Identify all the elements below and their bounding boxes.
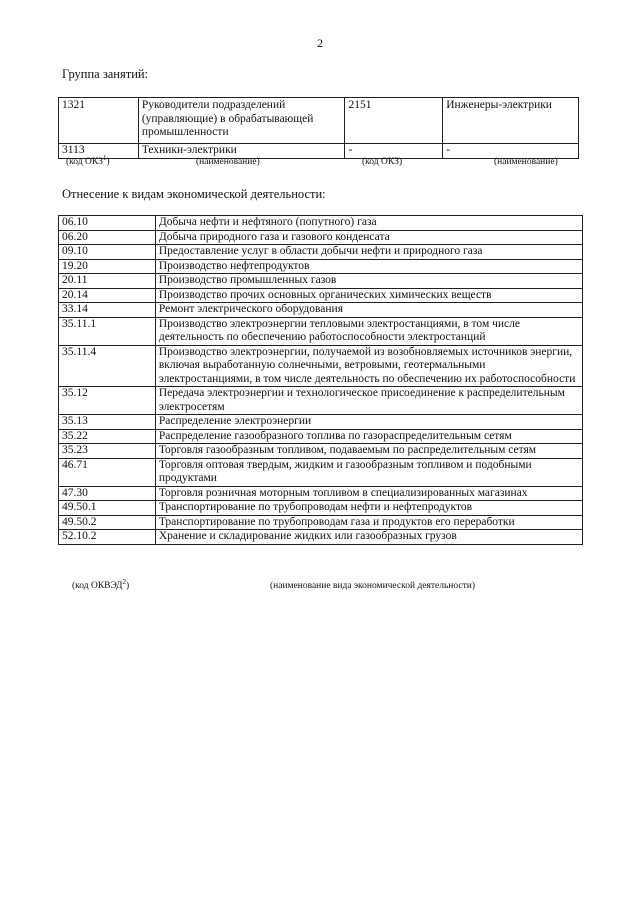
activity-name-cell: Добыча нефти и нефтяного (попутного) газа	[155, 216, 582, 231]
okz-code-cell: 1321	[59, 98, 139, 144]
activity-name-cell: Распределение газообразного топлива по газораспределительным сетям	[155, 429, 582, 444]
activity-name-cell: Транспортирование по трубопроводам нефти и нефтепродуктов	[155, 501, 582, 516]
name-caption-2: (наименование)	[494, 157, 558, 167]
activity-name-caption: (наименование вида экономической деятельности)	[270, 581, 475, 591]
activity-name-cell: Торговля газообразным топливом, подаваемым по распределительным сетям	[155, 444, 582, 459]
table-row	[59, 387, 583, 415]
table-row	[59, 317, 583, 345]
activity-name-cell: Производство нефтепродуктов	[155, 259, 582, 274]
footnote-marker: 2	[122, 577, 126, 586]
okved-code-cell: 06.10	[59, 216, 156, 231]
economic-activities-table	[58, 215, 583, 545]
table-row	[59, 259, 583, 274]
economic-activities-heading: Отнесение к видам экономической деятельности:	[62, 187, 326, 201]
okved-code-cell: 35.22	[59, 429, 156, 444]
table-row	[59, 444, 583, 459]
table-row	[59, 98, 579, 144]
table-row	[59, 274, 583, 289]
occupation-group-table	[58, 97, 579, 159]
occupation-name-cell: -	[443, 144, 579, 159]
table-row	[59, 230, 583, 245]
table-row	[59, 345, 583, 387]
okz-code-cell: -	[345, 144, 443, 159]
okved-code-cell: 19.20	[59, 259, 156, 274]
activity-name-cell: Ремонт электрического оборудования	[155, 303, 582, 318]
table-row	[59, 144, 579, 159]
table-row	[59, 216, 583, 231]
okved-code-cell: 49.50.1	[59, 501, 156, 516]
table-row	[59, 501, 583, 516]
occupation-name-cell: Инженеры-электрики	[443, 98, 579, 144]
okved-code-cell: 33.14	[59, 303, 156, 318]
activity-name-cell: Транспортирование по трубопроводам газа и продуктов его переработки	[155, 515, 582, 530]
okved-code-cell: 20.14	[59, 288, 156, 303]
occupation-name-cell: Руководители подразделений (управляющие) в обрабатывающей промышленности	[138, 98, 345, 144]
okved-code-cell: 09.10	[59, 245, 156, 260]
okved-code-cell: 49.50.2	[59, 515, 156, 530]
activity-name-cell: Передача электроэнергии и технологическое присоединение к распределительным электросетям	[155, 387, 582, 415]
activity-name-cell: Производство прочих основных органических химических веществ	[155, 288, 582, 303]
table-row	[59, 245, 583, 260]
activity-name-cell: Торговля оптовая твердым, жидким и газообразным топливом и подобными продуктами	[155, 458, 582, 486]
okved-code-cell: 47.30	[59, 486, 156, 501]
occupation-group-heading: Группа занятий:	[62, 67, 149, 81]
table-row	[59, 415, 583, 430]
table-row	[59, 429, 583, 444]
okved-code-cell: 35.23	[59, 444, 156, 459]
table-row	[59, 458, 583, 486]
okved-code-cell: 20.11	[59, 274, 156, 289]
okz-code-caption-2: (код ОКЗ)	[362, 157, 403, 167]
okved-code-caption: (код ОКВЭД$^2$)	[72, 577, 130, 591]
activity-name-cell: Производство промышленных газов	[155, 274, 582, 289]
activity-name-cell: Хранение и складирование жидких или газообразных грузов	[155, 530, 582, 545]
table-row	[59, 303, 583, 318]
okved-code-cell: 35.12	[59, 387, 156, 415]
okved-code-cell: 46.71	[59, 458, 156, 486]
activity-name-cell: Производство электроэнергии тепловыми электростанциями, в том числе деятельность по обеспечению работоспособности электростанций	[155, 317, 582, 345]
activity-name-cell: Распределение электроэнергии	[155, 415, 582, 430]
activity-name-cell: Торговля розничная моторным топливом в специализированных магазинах	[155, 486, 582, 501]
okved-code-cell: 35.11.4	[59, 345, 156, 387]
table-row	[59, 486, 583, 501]
page-number: 2	[317, 36, 323, 50]
table-row	[59, 288, 583, 303]
okz-code-caption: (код ОКЗ$^1$)	[66, 153, 110, 167]
activity-name-cell: Добыча природного газа и газового конденсата	[155, 230, 582, 245]
okved-code-cell: 35.13	[59, 415, 156, 430]
okved-code-cell: 06.20	[59, 230, 156, 245]
activity-name-cell: Производство электроэнергии, получаемой из возобновляемых источников энергии, включая выработанную солнечными, ветровыми, геотермальными электростанциями, в том числе деятельность по обеспечению их работоспособности	[155, 345, 582, 387]
table-row	[59, 530, 583, 545]
name-caption: (наименование)	[196, 157, 260, 167]
table-row	[59, 515, 583, 530]
footnote-marker: 1	[102, 153, 107, 162]
activity-name-cell: Предоставление услуг в области добычи нефти и природного газа	[155, 245, 582, 260]
okved-code-cell: 35.11.1	[59, 317, 156, 345]
okz-code-cell: 2151	[345, 98, 443, 144]
occupation-name-cell: Техники-электрики	[138, 144, 345, 159]
okz-code-cell: 3113	[59, 144, 139, 159]
okved-code-cell: 52.10.2	[59, 530, 156, 545]
